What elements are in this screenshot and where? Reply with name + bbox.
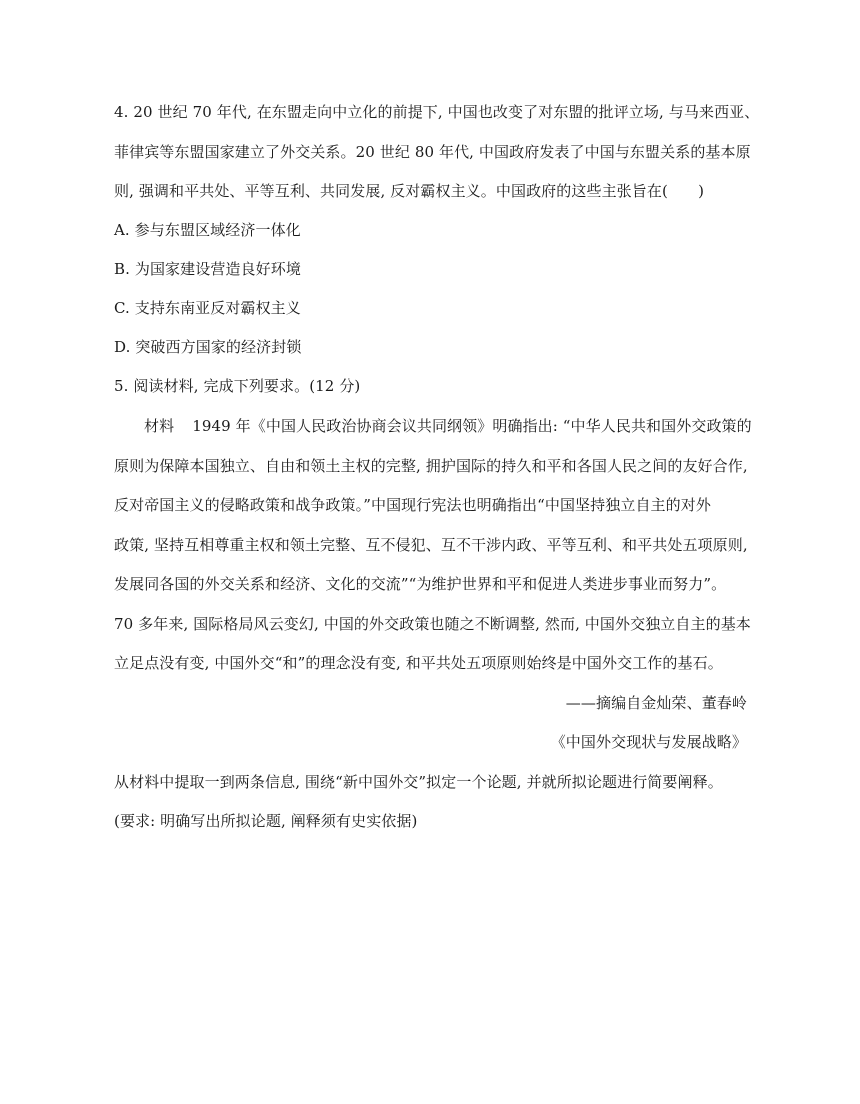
question5-heading: 5. 阅读材料, 完成下列要求。(12 分) (114, 377, 361, 395)
question5-material-line-5: 发展同各国的外交关系和经济、文化的交流”“为维护世界和平和促进人类进步事业而努力”。 (114, 575, 727, 593)
question4-stem-line-2: 菲律宾等东盟国家建立了外交关系。20 世纪 80 年代, 中国政府发表了中国与东盟关系的基本原 (114, 143, 751, 161)
question5-material-line-3: 反对帝国主义的侵略政策和战争政策。”中国现行宪法也明确指出“中国坚持独立自主的对外 (114, 496, 711, 514)
material-label: 材料 (144, 417, 175, 435)
question5-material-line-2: 原则为保障本国独立、自由和领土主权的完整, 拥护国际的持久和平和各国人民之间的友好合作, (114, 457, 748, 475)
question4-stem-line-3: 则, 强调和平共处、平等互利、共同发展, 反对霸权主义。中国政府的这些主张旨在( ) (114, 182, 705, 200)
question5-material-first-line (144, 416, 754, 436)
question4-option-b: B. 为国家建设营造良好环境 (114, 260, 301, 278)
question5-material-line-6: 70 多年来, 国际格局风云变幻, 中国的外交政策也随之不断调整, 然而, 中国外交独立自主的基本 (114, 615, 751, 633)
question5-requirement: (要求: 明确写出所拟论题, 阐释须有史实依据) (114, 812, 418, 830)
question4-stem-line-1: 4. 20 世纪 70 年代, 在东盟走向中立化的前提下, 中国也改变了对东盟的批评立场, 与马来西亚、 (114, 103, 760, 121)
question4-option-d: D. 突破西方国家的经济封锁 (114, 338, 302, 356)
question4-option-c: C. 支持东南亚反对霸权主义 (114, 299, 301, 317)
material-text: 1949 年《中国人民政治协商会议共同纲领》明确指出: “中华人民共和国外交政策的 (192, 417, 752, 435)
question5-task: 从材料中提取一到两条信息, 围绕“新中国外交”拟定一个论题, 并就所拟论题进行简要阐释。 (114, 773, 723, 791)
source-title: 《中国外交现状与发展战略》 (550, 733, 747, 751)
source-author: ——摘编自金灿荣、董春岭 (565, 694, 747, 712)
question5-material-line-7: 立足点没有变, 中国外交“和”的理念没有变, 和平共处五项原则始终是中国外交工作的基石。 (114, 654, 723, 672)
question5-material-line-4: 政策, 坚持互相尊重主权和领土完整、互不侵犯、互不干涉内政、平等互利、和平共处五项原则, (114, 536, 748, 554)
question4-option-a: A. 参与东盟区域经济一体化 (114, 221, 301, 239)
